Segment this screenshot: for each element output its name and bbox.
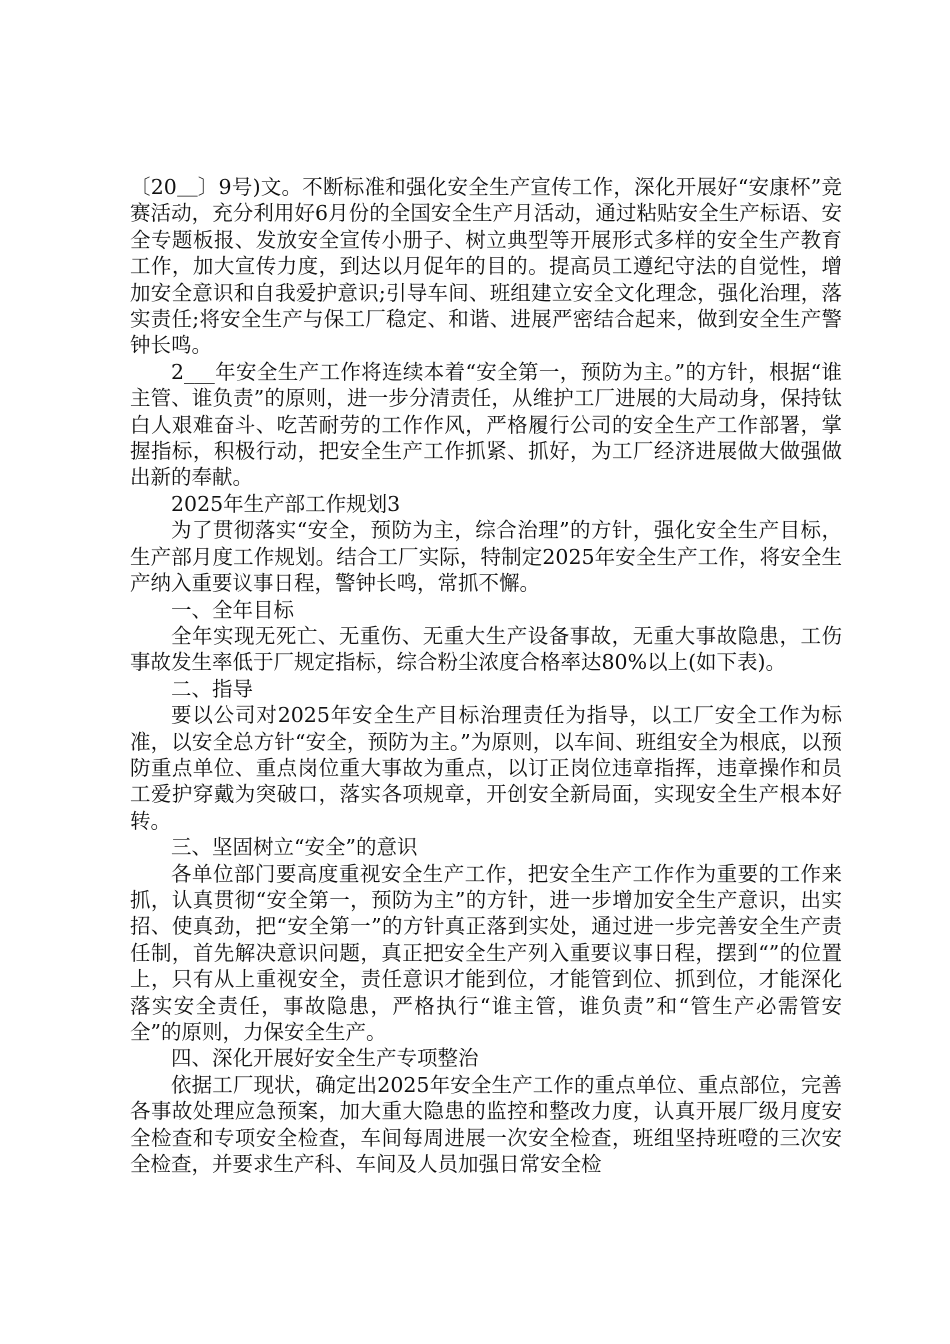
paragraph-publicity-work: 〔20＿〕9号)文。不断标准和强化安全生产宣传工作，深化开展好“安康杯”竞赛活动，充分利用好6月份的全国安全生产月活动，通过粘贴安全生产标语、安全专题板报、发放安全宣传小册子、树立典型等开展形式多样的安全生产教育工作，加大宣传力度，到达以月促年的目的。提高员工遵纪守法的自觉性，增加安全意识和自我爱护意识;引导车间、班组建立安全文化理念，强化治理，落实责任;将安全生产与保工厂稳定、和谐、进展严密结合起来，做到安全生产警钟长鸣。 [130,175,842,358]
paragraph-annual-goals: 全年实现无死亡、无重伤、无重大生产设备事故，无重大事故隐患，工伤事故发生率低于厂规定指标，综合粉尘浓度合格率达80%以上(如下表)。 [130,623,842,675]
paragraph-guidance: 要以公司对2025年安全生产目标治理责任为指导，以工厂安全工作为标准，以安全总方针“安全，预防为主。”为原则，以车间、班组安全为根底，以预防重点单位、重点岗位重大事故为重点，以订正岗位违章指挥，违章操作和员工爱护穿戴为突破口，落实各项规章，开创安全新局面，实现安全生产根本好转。 [130,703,842,833]
paragraph-introduction: 为了贯彻落实“安全，预防为主，综合治理”的方针，强化安全生产目标，生产部月度工作规划。结合工厂实际，特制定2025年安全生产工作，将安全生产纳入重要议事日程，警钟长鸣，常抓不懈。 [130,518,842,596]
document-body [130,174,842,1177]
paragraph-safety-awareness: 各单位部门要高度重视安全生产工作，把安全生产工作作为重要的工作来抓，认真贯彻“安全第一，预防为主”的方针，进一步增加安全生产意识，出实招、使真劲，把“安全第一”的方针真正落到实处，通过进一步完善安全生产责任制，首先解决意识问题，真正把安全生产列入重要议事日程，摆到“”的位置上，只有从上重视安全，责任意识才能到位，才能管到位、抓到位，才能深化落实安全责任，事故隐患，严格执行“谁主管，谁负责”和“管生产必需管安全”的原则，力保安全生产。 [130,861,842,1044]
paragraph-special-rectification: 依据工厂现状，确定出2025年安全生产工作的重点单位、重点部位，完善各事故处理应急预案，加大重大隐患的监控和整改力度，认真开展厂级月度安全检查和专项安全检查，车间每周进展一次安全检查，班组坚持班噔的三次安全检查，并要求生产科、车间及人员加强日常安全检 [130,1072,842,1177]
heading-guidance: 二、指导 [171,676,253,701]
heading-safety-awareness: 三、坚固树立“安全”的意识 [171,835,418,860]
paragraph-safety-policy: 2___年安全生产工作将连续本着“安全第一，预防为主。”的方针，根据“谁主管、谁负责”的原则，进一步分清责任，从维护工厂进展的大局动身，保持钛白人艰难奋斗、吃苦耐劳的工作作风，严格履行公司的安全生产工作部署，掌握指标，积极行动，把安全生产工作抓紧、抓好，为工厂经济进展做大做强做出新的奉献。 [130,359,842,490]
section-heading-plan-3: 2025年生产部工作规划3 [171,491,401,516]
heading-annual-goals: 一、全年目标 [171,597,294,622]
heading-special-rectification: 四、深化开展好安全生产专项整治 [171,1046,479,1071]
